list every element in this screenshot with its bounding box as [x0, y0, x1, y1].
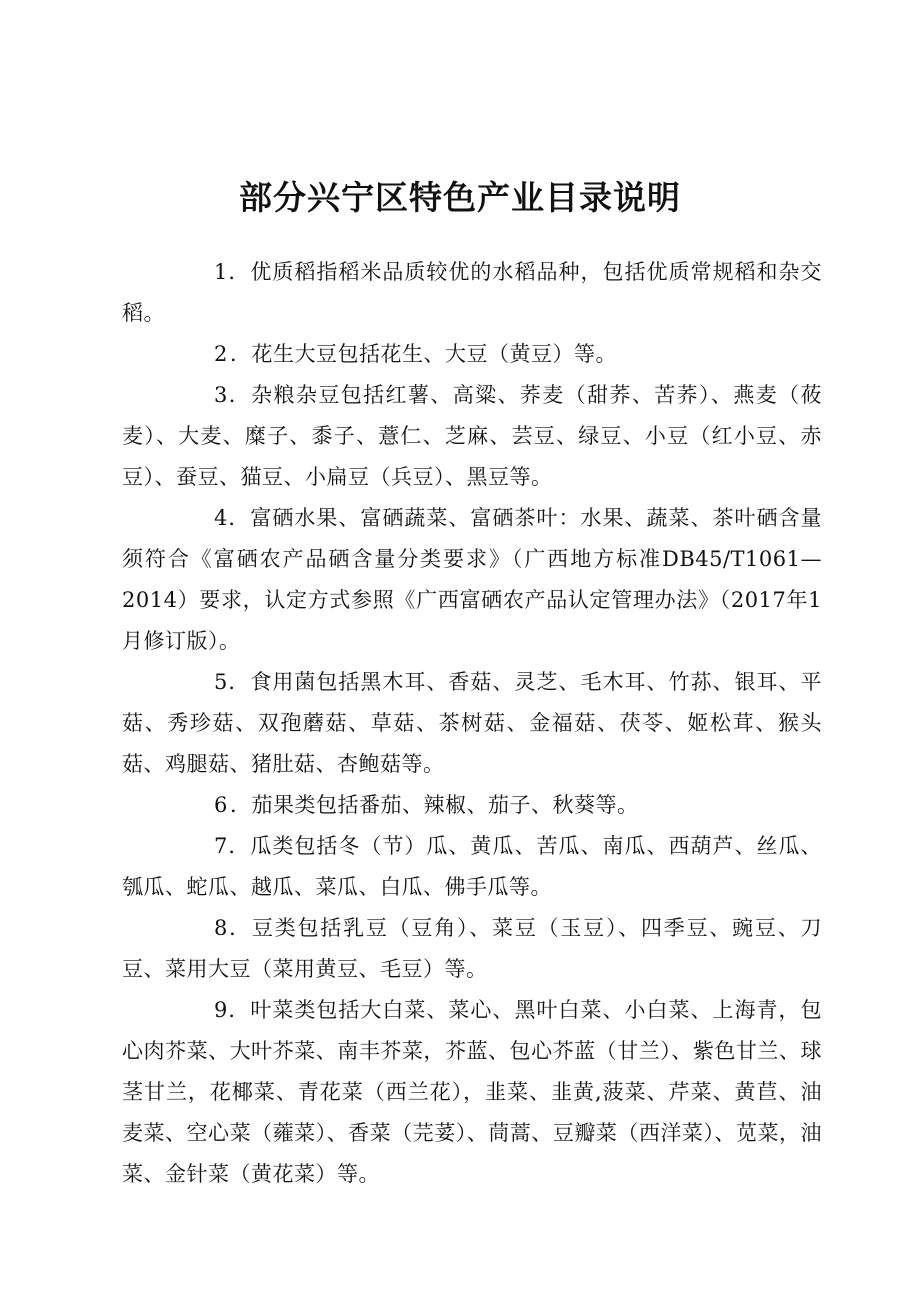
- item-number: 2: [214, 342, 228, 366]
- document-title: 部分兴宁区特色产业目录说明: [239, 178, 681, 217]
- list-item-3: [122, 375, 822, 498]
- item-text: ．花生大豆包括花生、大豆（黄豆）等。: [230, 342, 617, 366]
- item-number: 6: [214, 793, 228, 817]
- item-text: ．叶菜类包括大白菜、菜心、黑叶白菜、小白菜、上海青，包心肉芥菜、大叶芥菜、南丰芥菜，芥蓝、包心芥蓝（甘兰）、紫色甘兰、球茎甘兰，花椰菜、青花菜（西兰花），韭菜、韭黄,菠菜、芹菜、黄苣、油麦菜、空心菜（蕹菜）、香菜（芫荽）、茼蒿、豆瓣菜（西洋菜）、苋菜，油菜、金针菜（黄花菜）等。: [122, 998, 822, 1186]
- item-text: ．瓜类包括冬（节）瓜、黄瓜、苦瓜、南瓜、西葫芦、丝瓜、瓠瓜、蛇瓜、越瓜、菜瓜、白瓜、佛手瓜等。: [122, 834, 822, 899]
- item-number: 5: [214, 670, 228, 694]
- list-item-5: [122, 662, 822, 785]
- item-number: 1: [214, 260, 228, 284]
- item-text: ．食用菌包括黑木耳、香菇、灵芝、毛木耳、竹荪、银耳、平菇、秀珍菇、双孢蘑菇、草菇、茶树菇、金福菇、茯苓、姬松茸、猴头菇、鸡腿菇、猪肚菇、杏鲍菇等。: [122, 670, 822, 776]
- list-item-1: [122, 252, 822, 334]
- item-number: 4: [214, 506, 228, 530]
- list-item-8: [122, 908, 822, 990]
- item-number: 3: [214, 383, 228, 407]
- document-body: [122, 252, 822, 1195]
- item-text: ．豆类包括乳豆（豆角）、菜豆（玉豆）、四季豆、豌豆、刀豆、菜用大豆（菜用黄豆、毛豆）等。: [122, 916, 822, 981]
- list-item-7: [122, 826, 822, 908]
- item-text: ．优质稻指稻米品质较优的水稻品种，包括优质常规稻和杂交稻。: [122, 260, 822, 325]
- item-number: 7: [214, 834, 228, 858]
- item-text: ．富硒水果、富硒蔬菜、富硒茶叶：水果、蔬菜、茶叶硒含量须符合《富硒农产品硒含量分类要求》（广西地方标准DB45/T1061—2014）要求，认定方式参照《广西富硒农产品认定管理办法》（2017年1月修订版）。: [122, 506, 822, 653]
- item-text: ．茄果类包括番茄、辣椒、茄子、秋葵等。: [230, 793, 639, 817]
- item-number: 8: [214, 916, 228, 940]
- list-item-2: [122, 334, 822, 375]
- list-item-6: [122, 785, 822, 826]
- list-item-9: [122, 990, 822, 1195]
- list-item-4: [122, 498, 822, 662]
- item-text: ．杂粮杂豆包括红薯、高粱、荞麦（甜荞、苦荞）、燕麦（莜麦）、大麦、糜子、黍子、薏仁、芝麻、芸豆、绿豆、小豆（红小豆、赤豆）、蚕豆、猫豆、小扁豆（兵豆）、黑豆等。: [122, 383, 822, 489]
- item-number: 9: [214, 998, 228, 1022]
